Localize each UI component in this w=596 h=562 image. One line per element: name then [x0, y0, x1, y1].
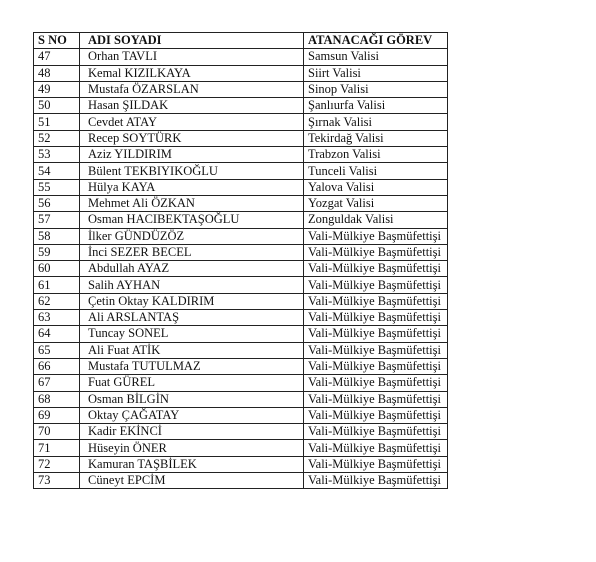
cell-s-no: 52: [34, 130, 80, 146]
cell-s-no: 71: [34, 440, 80, 456]
table-row: [34, 195, 448, 211]
cell-s-no: 56: [34, 195, 80, 211]
table-row: [34, 261, 448, 277]
table-row: [34, 114, 448, 130]
table-row: [34, 147, 448, 163]
cell-name: Cevdet ATAY: [80, 114, 304, 130]
table-row: [34, 81, 448, 97]
table-row: [34, 326, 448, 342]
cell-name: Hülya KAYA: [80, 179, 304, 195]
table-row: [34, 310, 448, 326]
cell-duty: Vali-Mülkiye Başmüfettişi: [304, 326, 448, 342]
table-row: [34, 65, 448, 81]
cell-name: Salih AYHAN: [80, 277, 304, 293]
table-row: [34, 179, 448, 195]
cell-duty: Vali-Mülkiye Başmüfettişi: [304, 228, 448, 244]
cell-duty: Zonguldak Valisi: [304, 212, 448, 228]
table-body: [34, 49, 448, 489]
cell-s-no: 67: [34, 375, 80, 391]
cell-name: Bülent TEKBIYIKOĞLU: [80, 163, 304, 179]
table-row: [34, 212, 448, 228]
cell-name: İnci SEZER BECEL: [80, 244, 304, 260]
cell-name: Kemal KIZILKAYA: [80, 65, 304, 81]
cell-name: Hüseyin ÖNER: [80, 440, 304, 456]
table-row: [34, 293, 448, 309]
cell-name: Kamuran TAŞBİLEK: [80, 456, 304, 472]
cell-duty: Vali-Mülkiye Başmüfettişi: [304, 277, 448, 293]
cell-name: Ali Fuat ATİK: [80, 342, 304, 358]
cell-s-no: 55: [34, 179, 80, 195]
cell-s-no: 65: [34, 342, 80, 358]
cell-duty: Vali-Mülkiye Başmüfettişi: [304, 293, 448, 309]
table-row: [34, 456, 448, 472]
cell-name: Fuat GÜREL: [80, 375, 304, 391]
cell-duty: Trabzon Valisi: [304, 147, 448, 163]
cell-duty: Samsun Valisi: [304, 49, 448, 65]
cell-name: Osman BİLGİN: [80, 391, 304, 407]
cell-name: Kadir EKİNCİ: [80, 424, 304, 440]
table-row: [34, 473, 448, 489]
cell-duty: Şırnak Valisi: [304, 114, 448, 130]
table-row: [34, 358, 448, 374]
cell-s-no: 47: [34, 49, 80, 65]
cell-s-no: 64: [34, 326, 80, 342]
table-row: [34, 440, 448, 456]
cell-s-no: 68: [34, 391, 80, 407]
cell-duty: Vali-Mülkiye Başmüfettişi: [304, 261, 448, 277]
table-row: [34, 391, 448, 407]
cell-name: Recep SOYTÜRK: [80, 130, 304, 146]
cell-s-no: 50: [34, 98, 80, 114]
cell-duty: Siirt Valisi: [304, 65, 448, 81]
cell-duty: Vali-Mülkiye Başmüfettişi: [304, 440, 448, 456]
cell-s-no: 58: [34, 228, 80, 244]
cell-s-no: 51: [34, 114, 80, 130]
cell-name: Orhan TAVLI: [80, 49, 304, 65]
cell-s-no: 60: [34, 261, 80, 277]
cell-s-no: 59: [34, 244, 80, 260]
cell-duty: Vali-Mülkiye Başmüfettişi: [304, 358, 448, 374]
cell-duty: Yalova Valisi: [304, 179, 448, 195]
table-row: [34, 244, 448, 260]
cell-name: Abdullah AYAZ: [80, 261, 304, 277]
cell-duty: Vali-Mülkiye Başmüfettişi: [304, 375, 448, 391]
cell-name: Tuncay SONEL: [80, 326, 304, 342]
cell-duty: Vali-Mülkiye Başmüfettişi: [304, 342, 448, 358]
cell-name: İlker GÜNDÜZÖZ: [80, 228, 304, 244]
table-row: [34, 163, 448, 179]
table-row: [34, 130, 448, 146]
table-header-row: [34, 33, 448, 49]
table-row: [34, 228, 448, 244]
cell-s-no: 63: [34, 310, 80, 326]
cell-duty: Tunceli Valisi: [304, 163, 448, 179]
cell-s-no: 48: [34, 65, 80, 81]
cell-duty: Vali-Mülkiye Başmüfettişi: [304, 310, 448, 326]
cell-name: Çetin Oktay KALDIRIM: [80, 293, 304, 309]
cell-name: Mustafa TUTULMAZ: [80, 358, 304, 374]
cell-duty: Şanlıurfa Valisi: [304, 98, 448, 114]
cell-s-no: 73: [34, 473, 80, 489]
cell-s-no: 49: [34, 81, 80, 97]
cell-name: Aziz YILDIRIM: [80, 147, 304, 163]
cell-s-no: 66: [34, 358, 80, 374]
cell-s-no: 70: [34, 424, 80, 440]
cell-duty: Yozgat Valisi: [304, 195, 448, 211]
table-row: [34, 342, 448, 358]
cell-s-no: 61: [34, 277, 80, 293]
table-row: [34, 277, 448, 293]
cell-name: Mustafa ÖZARSLAN: [80, 81, 304, 97]
cell-duty: Vali-Mülkiye Başmüfettişi: [304, 391, 448, 407]
cell-name: Ali ARSLANTAŞ: [80, 310, 304, 326]
table-row: [34, 424, 448, 440]
table-row: [34, 407, 448, 423]
cell-name: Osman HACIBEKTAŞOĞLU: [80, 212, 304, 228]
cell-name: Cüneyt EPCİM: [80, 473, 304, 489]
cell-name: Hasan ŞILDAK: [80, 98, 304, 114]
cell-s-no: 62: [34, 293, 80, 309]
header-s-no: S NO: [34, 33, 80, 49]
cell-name: Oktay ÇAĞATAY: [80, 407, 304, 423]
cell-s-no: 54: [34, 163, 80, 179]
table-row: [34, 98, 448, 114]
header-duty: ATANACAĞI GÖREV: [304, 33, 448, 49]
cell-name: Mehmet Ali ÖZKAN: [80, 195, 304, 211]
table-row: [34, 375, 448, 391]
cell-duty: Vali-Mülkiye Başmüfettişi: [304, 456, 448, 472]
cell-duty: Vali-Mülkiye Başmüfettişi: [304, 473, 448, 489]
cell-s-no: 72: [34, 456, 80, 472]
cell-duty: Tekirdağ Valisi: [304, 130, 448, 146]
cell-s-no: 69: [34, 407, 80, 423]
table-row: [34, 49, 448, 65]
appointments-table: [33, 32, 448, 489]
cell-s-no: 53: [34, 147, 80, 163]
cell-s-no: 57: [34, 212, 80, 228]
header-name: ADI SOYADI: [80, 33, 304, 49]
cell-duty: Vali-Mülkiye Başmüfettişi: [304, 244, 448, 260]
cell-duty: Sinop Valisi: [304, 81, 448, 97]
cell-duty: Vali-Mülkiye Başmüfettişi: [304, 424, 448, 440]
cell-duty: Vali-Mülkiye Başmüfettişi: [304, 407, 448, 423]
